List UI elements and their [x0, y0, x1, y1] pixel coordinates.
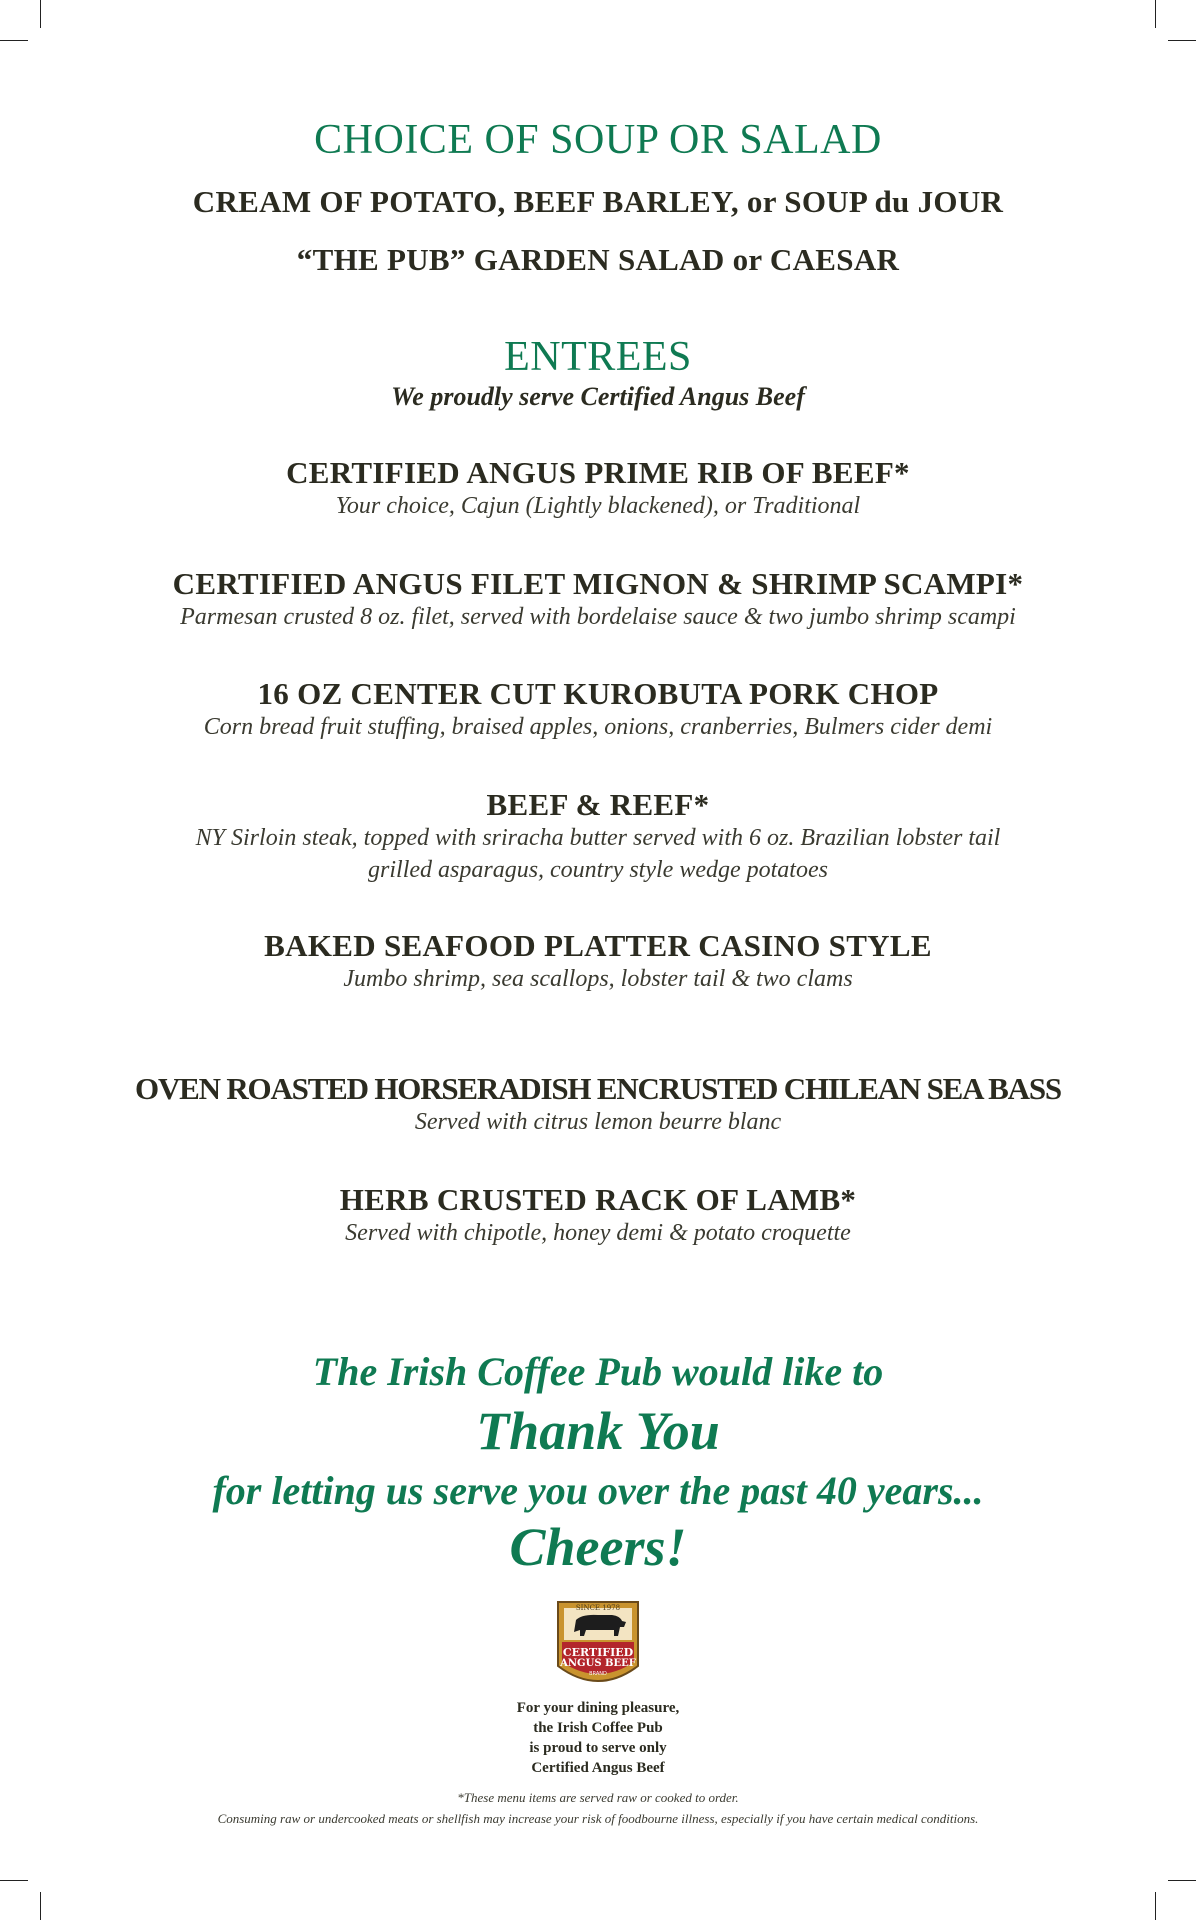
entrees-heading: ENTREES — [504, 334, 692, 380]
crop-mark — [0, 40, 28, 41]
dish-name: CERTIFIED ANGUS FILET MIGNON & SHRIMP SCAMPI* — [172, 566, 1024, 601]
dish-name: 16 OZ CENTER CUT KUROBUTA PORK CHOP — [257, 676, 939, 711]
dish-description: Jumbo shrimp, sea scallops, lobster tail & two clams — [343, 966, 853, 992]
logo-brand: BRAND — [589, 1671, 607, 1677]
crop-mark — [1155, 1892, 1156, 1920]
logo-angus-beef: ANGUS BEEF — [560, 1658, 636, 1669]
notice-line1: For your dining pleasure, — [516, 1700, 680, 1716]
soup-options: CREAM OF POTATO, BEEF BARLEY, or SOUP du JOUR — [192, 184, 1004, 219]
crop-mark — [0, 1880, 28, 1881]
soup-salad-heading: CHOICE OF SOUP OR SALAD — [314, 117, 882, 163]
dish-description: Parmesan crusted 8 oz. filet, served with bordelaise sauce & two jumbo shrimp scampi — [180, 604, 1016, 630]
dish-description: Corn bread fruit stuffing, braised apples, onions, cranberries, Bulmers cider demi — [203, 714, 993, 740]
thanks-line4: Cheers! — [509, 1517, 687, 1577]
dish-description: Your choice, Cajun (Lightly blackened), or Traditional — [335, 493, 861, 519]
logo-since: SINCE 1978 — [575, 1604, 621, 1612]
thanks-line1: The Irish Coffee Pub would like to — [312, 1349, 884, 1394]
dish-name: BAKED SEAFOOD PLATTER CASINO STYLE — [264, 928, 932, 963]
thanks-line2: Thank You — [476, 1401, 720, 1461]
salad-options: “THE PUB” GARDEN SALAD or CAESAR — [296, 242, 900, 277]
dish-name: OVEN ROASTED HORSERADISH ENCRUSTED CHILEAN SEA BASS — [135, 1071, 1061, 1106]
thanks-line3: for letting us serve you over the past 40 years... — [212, 1468, 984, 1513]
crop-mark — [1155, 0, 1156, 28]
crop-mark — [40, 1892, 41, 1920]
crop-mark — [1168, 1880, 1196, 1881]
notice-line2: the Irish Coffee Pub — [533, 1720, 663, 1736]
certified-angus-beef-logo — [552, 1596, 644, 1692]
dish-description-line2: grilled asparagus, country style wedge potatoes — [368, 857, 828, 883]
dish-name: CERTIFIED ANGUS PRIME RIB OF BEEF* — [286, 455, 910, 490]
footer-health-warning: Consuming raw or undercooked meats or shellfish may increase your risk of foodbourne illness, especially if you have certain medical conditions. — [217, 1811, 979, 1826]
dish-description: NY Sirloin steak, topped with sriracha butter served with 6 oz. Brazilian lobster tail — [195, 825, 1001, 851]
crop-mark — [40, 0, 41, 28]
dish-description: Served with chipotle, honey demi & potato croquette — [345, 1220, 851, 1246]
notice-line4: Certified Angus Beef — [531, 1760, 665, 1776]
dish-name: BEEF & REEF* — [486, 787, 710, 822]
dish-description: Served with citrus lemon beurre blanc — [414, 1109, 782, 1135]
crop-mark — [1168, 40, 1196, 41]
entrees-tagline: We proudly serve Certified Angus Beef — [391, 382, 805, 411]
logo-certified: CERTIFIED — [562, 1646, 634, 1659]
dish-name: HERB CRUSTED RACK OF LAMB* — [339, 1182, 857, 1217]
notice-line3: is proud to serve only — [529, 1740, 667, 1756]
footer-asterisk-note: *These menu items are served raw or cooked to order. — [457, 1790, 739, 1805]
